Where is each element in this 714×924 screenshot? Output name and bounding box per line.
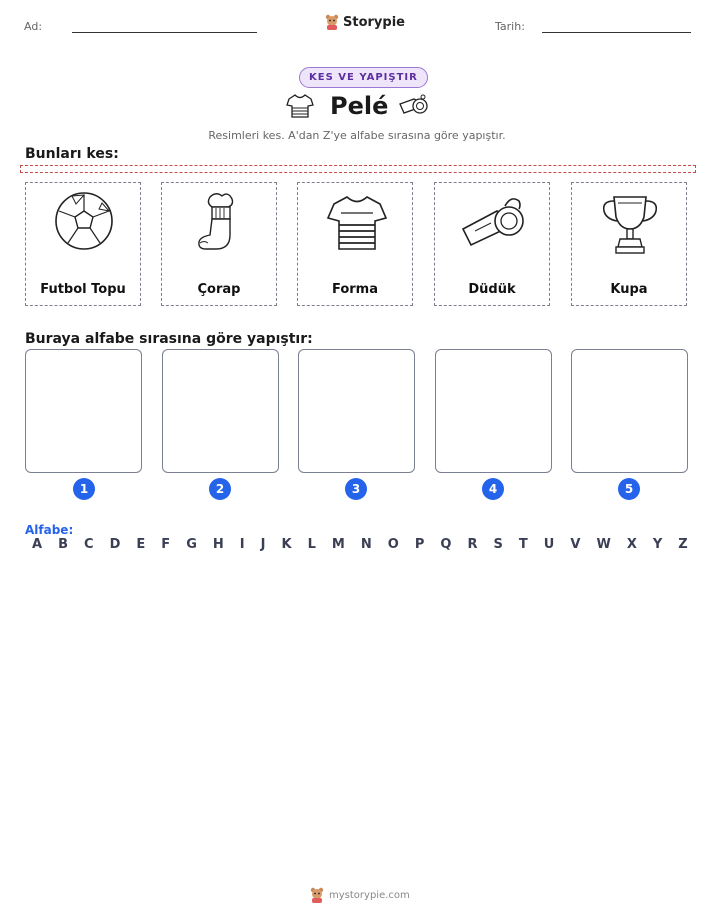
slot-number-2: 2 xyxy=(209,478,231,500)
storypie-logo xyxy=(325,14,405,30)
alphabet-letter: S xyxy=(493,537,503,552)
bear-mascot-icon xyxy=(310,887,324,903)
alphabet-letter: M xyxy=(331,537,345,552)
alphabet-letter: I xyxy=(239,537,245,552)
card-label: Düdük xyxy=(468,282,516,297)
slot-number-3: 3 xyxy=(345,478,367,500)
activity-badge: KES VE YAPIŞTIR xyxy=(299,67,428,88)
alphabet-letter: Y xyxy=(652,537,663,552)
alphabet-letter: A xyxy=(32,537,43,552)
alphabet-letter: B xyxy=(58,537,68,552)
cut-section-title: Bunları kes: xyxy=(25,146,119,162)
alphabet-letter: E xyxy=(136,537,146,552)
card-label: Forma xyxy=(331,282,378,297)
sock-icon xyxy=(190,191,250,253)
footer xyxy=(310,887,410,903)
alphabet-row xyxy=(32,537,688,552)
cut-card-sock[interactable] xyxy=(161,182,277,306)
title-jersey-icon xyxy=(286,93,314,123)
alphabet-letter: V xyxy=(570,537,581,552)
alphabet-label: Alfabe: xyxy=(25,523,74,537)
paste-slot-2[interactable] xyxy=(162,349,279,473)
jersey-icon xyxy=(326,191,388,253)
footer-link[interactable]: mystorypie.com xyxy=(329,889,410,901)
bear-mascot-icon xyxy=(325,14,339,30)
alphabet-letter: N xyxy=(360,537,372,552)
paste-slot-5[interactable] xyxy=(571,349,688,473)
paste-slot-4[interactable] xyxy=(435,349,552,473)
card-label: Çorap xyxy=(197,282,241,297)
alphabet-letter: U xyxy=(543,537,555,552)
paste-slot-1[interactable] xyxy=(25,349,142,473)
alphabet-letter: R xyxy=(467,537,478,552)
date-field-line[interactable] xyxy=(542,32,691,33)
cut-card-soccer-ball[interactable] xyxy=(25,182,141,306)
alphabet-letter: Z xyxy=(678,537,688,552)
alphabet-letter: D xyxy=(109,537,121,552)
instruction-text: Resimleri kes. A'dan Z'ye alfabe sırasına göre yapıştır. xyxy=(208,129,506,142)
cut-card-jersey[interactable] xyxy=(297,182,413,306)
cut-card-whistle[interactable] xyxy=(434,182,550,306)
paste-slot-3[interactable] xyxy=(298,349,415,473)
alphabet-letter: Q xyxy=(440,537,452,552)
alphabet-letter: C xyxy=(84,537,94,552)
whistle-icon xyxy=(461,191,527,251)
alphabet-letter: T xyxy=(518,537,528,552)
name-field-line[interactable] xyxy=(72,32,257,33)
slot-number-1: 1 xyxy=(73,478,95,500)
alphabet-letter: W xyxy=(596,537,611,552)
alphabet-letter: H xyxy=(212,537,224,552)
alphabet-letter: G xyxy=(186,537,197,552)
cut-card-trophy[interactable] xyxy=(571,182,687,306)
slot-number-4: 4 xyxy=(482,478,504,500)
title-whistle-icon xyxy=(398,94,430,122)
alphabet-letter: O xyxy=(387,537,399,552)
alphabet-letter: F xyxy=(161,537,171,552)
card-label: Futbol Topu xyxy=(40,282,126,297)
paste-section-title: Buraya alfabe sırasına göre yapıştır: xyxy=(25,331,313,347)
logo-text: Storypie xyxy=(343,14,405,30)
cut-line xyxy=(20,165,696,173)
page-title: Pelé xyxy=(330,92,389,120)
alphabet-letter: J xyxy=(260,537,266,552)
slot-number-5: 5 xyxy=(618,478,640,500)
date-label: Tarih: xyxy=(495,20,525,33)
soccer-ball-icon xyxy=(54,191,114,251)
alphabet-letter: X xyxy=(626,537,637,552)
alphabet-letter: P xyxy=(414,537,425,552)
card-label: Kupa xyxy=(610,282,648,297)
alphabet-letter: L xyxy=(307,537,316,552)
name-label: Ad: xyxy=(24,20,43,33)
alphabet-letter: K xyxy=(281,537,292,552)
trophy-icon xyxy=(600,191,660,257)
